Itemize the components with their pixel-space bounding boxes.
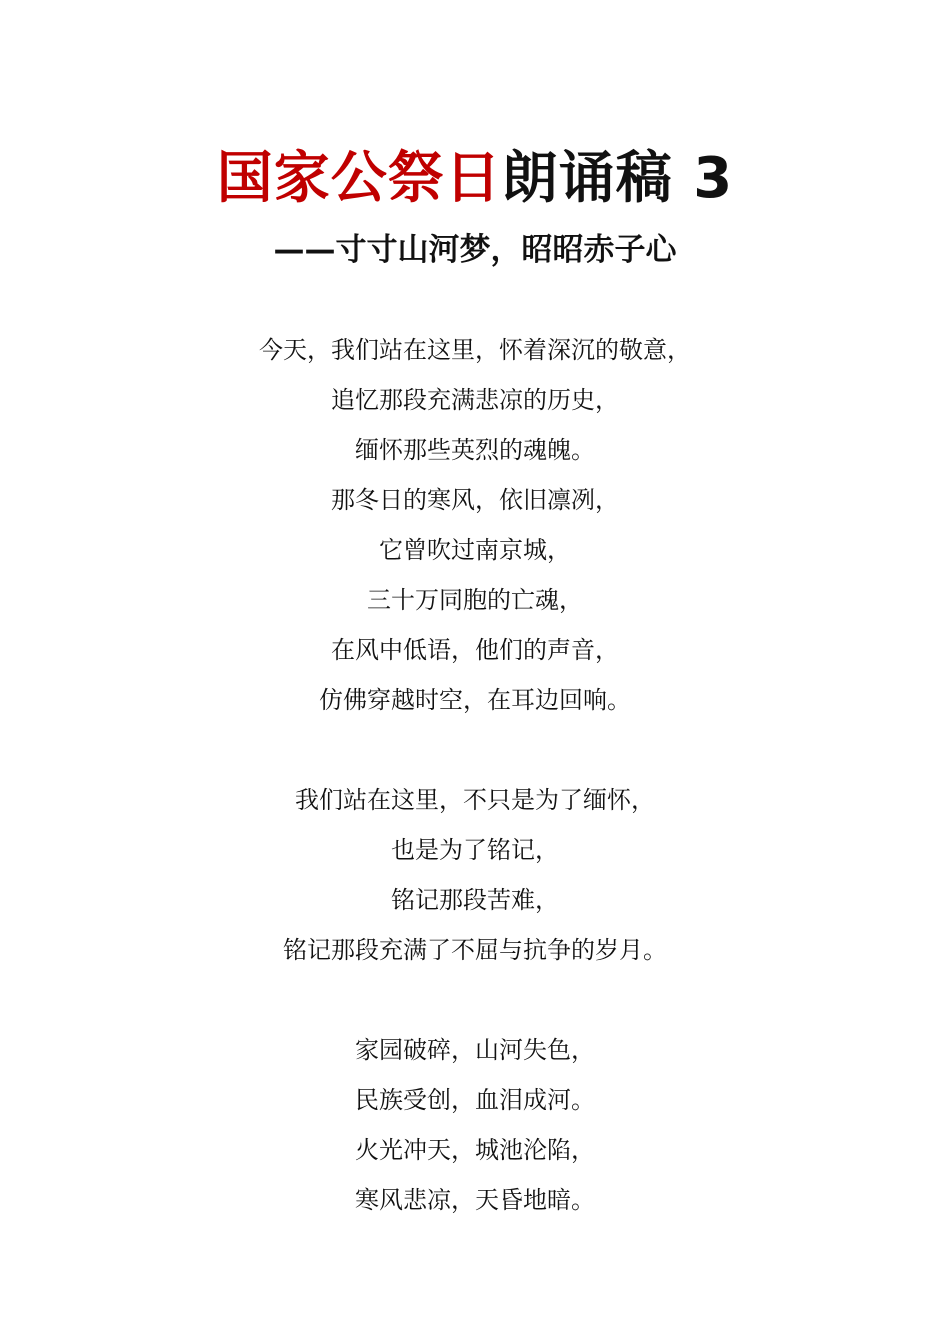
poem-line: 今天，我们站在这里，怀着深沉的敬意，: [259, 336, 691, 364]
poem-line: 火光冲天，城池沦陷，: [355, 1136, 595, 1164]
poem-line: 也是为了铭记，: [391, 836, 559, 864]
stanza-1: [0, 325, 950, 725]
document-title: [0, 143, 950, 215]
poem-line: 缅怀那些英烈的魂魄。: [355, 436, 595, 464]
poem-body: [0, 325, 950, 1275]
poem-line: 铭记那段苦难，: [391, 886, 559, 914]
poem-line: 我们站在这里，不只是为了缅怀，: [295, 786, 655, 814]
poem-line: 在风中低语，他们的声音，: [331, 636, 619, 664]
poem-line: 三十万同胞的亡魂，: [367, 586, 583, 614]
poem-line: 寒风悲凉，天昏地暗。: [355, 1186, 595, 1214]
poem-line: 那冬日的寒风，依旧凛冽，: [331, 486, 619, 514]
poem-line: 追忆那段充满悲凉的历史，: [331, 386, 619, 414]
poem-line: 仿佛穿越时空，在耳边回响。: [319, 686, 631, 714]
poem-line: 铭记那段充满了不屈与抗争的岁月。: [283, 936, 667, 964]
title-black-part: 朗诵稿 3: [501, 146, 734, 211]
stanza-2: [0, 775, 950, 975]
title-red-part: 国家公祭日: [216, 146, 502, 211]
document-subtitle: ——寸寸山河梦，昭昭赤子心: [273, 232, 677, 268]
poem-line: 家园破碎，山河失色，: [355, 1036, 595, 1064]
poem-line: 它曾吹过南京城，: [379, 536, 571, 564]
poem-line: 民族受创，血泪成河。: [355, 1086, 595, 1114]
stanza-3: [0, 1025, 950, 1225]
